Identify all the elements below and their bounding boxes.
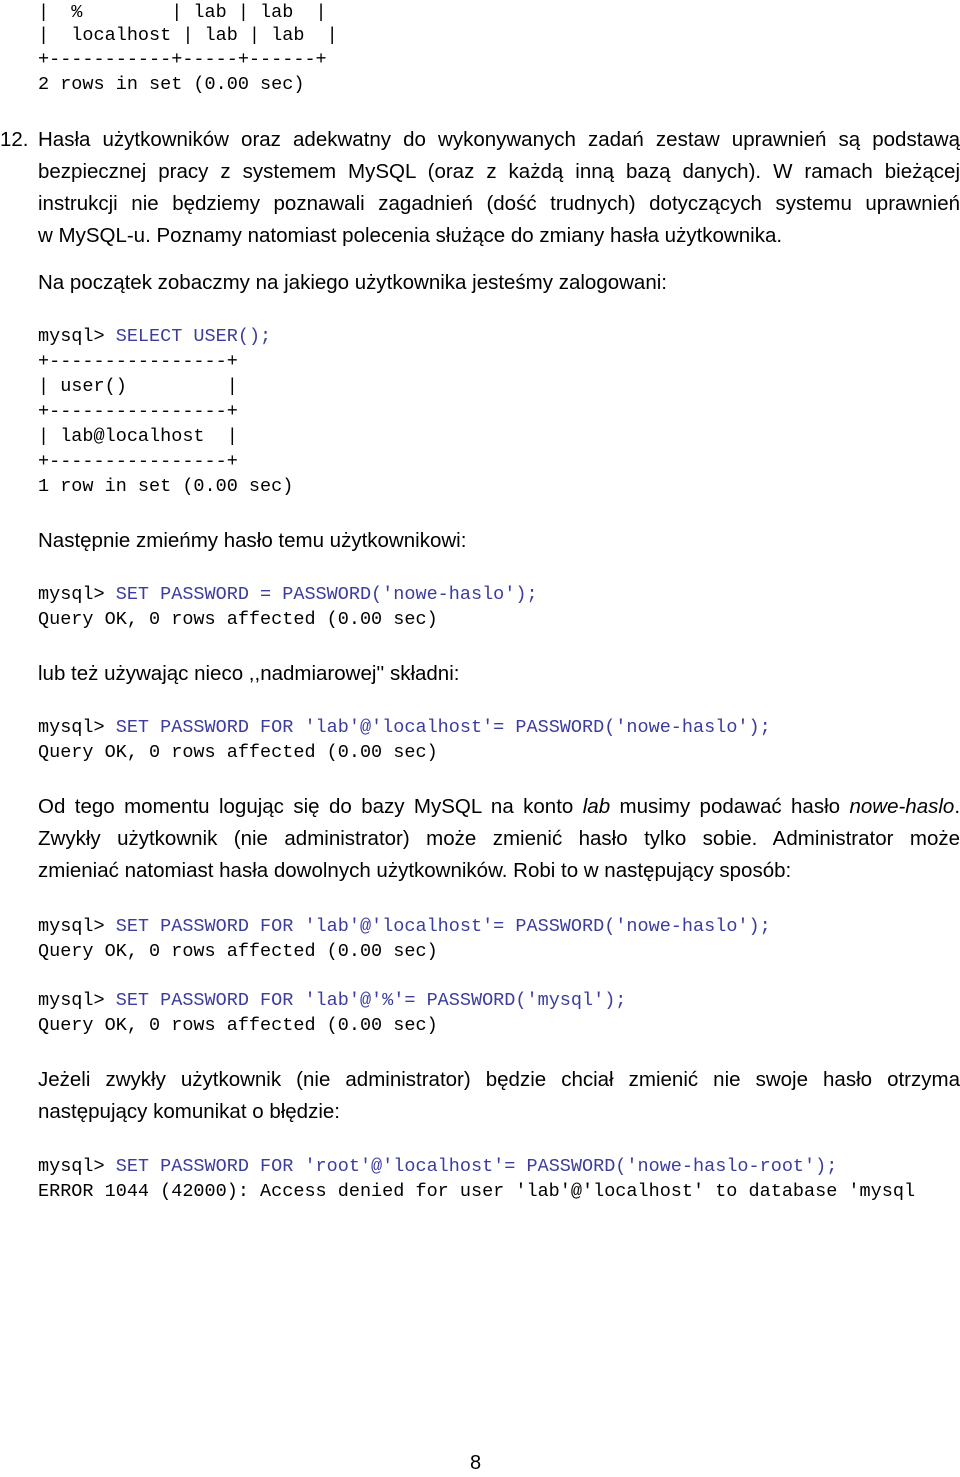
code-prompt: mysql> (38, 326, 116, 347)
result-rows-count: 1 row in set (0.00 sec) (38, 476, 294, 497)
emphasis-password: nowe-haslo (849, 795, 955, 818)
paragraph-if-line2: następujący komunikat o błędzie: (38, 1100, 340, 1123)
result-table-header: | user() | (38, 376, 238, 397)
code-prompt: mysql> (38, 717, 116, 738)
paragraph-start: Na początek zobaczmy na jakiego użytkownika jesteśmy zalogowani: (38, 271, 667, 294)
code-result: Query OK, 0 rows affected (0.00 sec) (38, 941, 438, 962)
code-select-user (38, 324, 271, 349)
code-command: SET PASSWORD = PASSWORD('nowe-haslo'); (115, 584, 538, 605)
section12-line2: bezpiecznej pracy z systemem MySQL (oraz z każdą inną bazą danych). W ramach bieżącej (38, 160, 960, 183)
code-result: Query OK, 0 rows affected (0.00 sec) (38, 609, 438, 630)
code-command: SELECT USER(); (115, 326, 272, 347)
emphasis-login: lab (582, 795, 611, 818)
paragraph-next: Następnie zmieńmy hasło temu użytkownikowi: (38, 529, 467, 552)
code-set-root-password (38, 1154, 837, 1179)
result-table-row-localhost: | localhost | lab | lab | (38, 25, 338, 46)
code-error-message: ERROR 1044 (42000): Access denied for user 'lab'@'localhost' to database 'mysql (38, 1181, 916, 1202)
code-prompt: mysql> (38, 916, 116, 937)
result-table-border: +----------------+ (38, 351, 238, 372)
result-table-border: +----------------+ (38, 451, 238, 472)
code-prompt: mysql> (38, 990, 116, 1011)
code-command: SET PASSWORD FOR 'root'@'localhost'= PASSWORD('nowe-haslo-root'); (115, 1156, 838, 1177)
code-admin-set-lab-localhost (38, 914, 771, 939)
code-command: SET PASSWORD FOR 'lab'@'localhost'= PASSWORD('nowe-haslo'); (115, 717, 771, 738)
paragraph-from-line1 (38, 791, 960, 823)
section-number: 12. (0, 128, 29, 151)
code-admin-set-lab-any-host (38, 988, 626, 1013)
code-prompt: mysql> (38, 584, 116, 605)
code-command: SET PASSWORD FOR 'lab'@'localhost'= PASSWORD('nowe-haslo'); (115, 916, 771, 937)
result-table-border: +----------------+ (38, 401, 238, 422)
result-rows-count: 2 rows in set (0.00 sec) (38, 74, 305, 95)
result-table-row-wildcard: | % | lab | lab | (38, 2, 327, 23)
page-number: 8 (470, 1452, 482, 1474)
paragraph-if-line1: Jeżeli zwykły użytkownik (nie administrator) będzie chciał zmienić nie swoje hasło otrzyma (38, 1068, 960, 1091)
paragraph-from-line3: zmieniać natomiast hasła dowolnych użytkowników. Robi to w następujący sposób: (38, 859, 792, 882)
text-run: Od tego momentu logując się do bazy MySQL na konto (38, 795, 583, 818)
section12-line1: Hasła użytkowników oraz adekwatny do wykonywanych zadań zestaw uprawnień są podstawą (38, 128, 960, 151)
result-table-value: | lab@localhost | (38, 426, 238, 447)
code-set-password-for (38, 715, 771, 740)
paragraph-from-line2: Zwykły użytkownik (nie administrator) może zmienić hasło tylko sobie. Administrator może (38, 827, 960, 850)
code-result: Query OK, 0 rows affected (0.00 sec) (38, 1015, 438, 1036)
paragraph-or: lub też używając nieco ,,nadmiarowej'' składni: (38, 662, 460, 685)
section12-line3: instrukcji nie będziemy poznawali zagadnień (dość trudnych) dotyczących systemu uprawnień (38, 192, 960, 215)
text-run: . (954, 795, 960, 818)
code-set-password (38, 582, 538, 607)
code-result: Query OK, 0 rows affected (0.00 sec) (38, 742, 438, 763)
code-prompt: mysql> (38, 1156, 116, 1177)
section12-line4: w MySQL-u. Poznamy natomiast polecenia służące do zmiany hasła użytkownika. (38, 224, 783, 247)
result-table-border: +-----------+-----+------+ (38, 49, 327, 70)
code-command: SET PASSWORD FOR 'lab'@'%'= PASSWORD('mysql'); (115, 990, 627, 1011)
text-run: musimy podawać hasło (610, 795, 850, 818)
